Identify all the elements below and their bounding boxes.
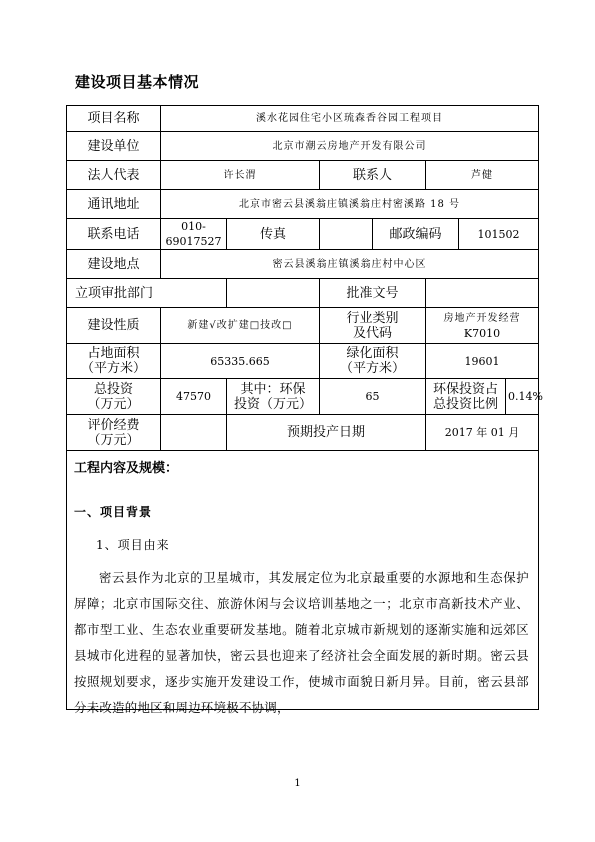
value-postcode: 101502 — [459, 219, 539, 250]
label-phone: 联系电话 — [67, 219, 161, 250]
label-address: 通讯地址 — [67, 190, 161, 219]
label-env-ratio — [426, 379, 506, 415]
label-area-line2: （平方米） — [80, 361, 146, 376]
row-area — [67, 344, 539, 379]
row-phone — [67, 219, 539, 250]
label-industry — [320, 308, 426, 344]
section-heading: 工程内容及规模： — [74, 461, 179, 476]
label-env-line2: 投资（万元） — [233, 396, 312, 412]
label-env-line1: 其中：环保 — [240, 381, 306, 397]
label-location: 建设地点 — [67, 250, 161, 279]
page-number: 1 — [294, 778, 301, 789]
value-location: 密云县溪翁庄镇溪翁庄村中心区 — [161, 250, 539, 279]
row-evaluation — [67, 415, 539, 451]
value-fax — [320, 219, 373, 250]
label-env-investment — [227, 379, 320, 415]
label-total-investment — [67, 379, 161, 415]
label-green-area — [320, 344, 426, 379]
origin-heading: 1、项目由来 — [96, 538, 170, 552]
row-content — [67, 451, 539, 710]
label-fax: 传真 — [227, 219, 320, 250]
row-approval — [67, 279, 539, 308]
value-nature: 新建√改扩建□技改□ — [161, 308, 320, 344]
label-industry-line1: 行业类别 — [346, 310, 399, 326]
label-ratio-line2: 总投资比例 — [432, 396, 498, 412]
row-construction-unit — [67, 132, 539, 161]
row-legal-rep — [67, 161, 539, 190]
label-approval-no: 批准文号 — [320, 279, 426, 308]
value-phone: 010-69017527 — [161, 219, 227, 250]
row-location — [67, 250, 539, 279]
value-approval-no — [426, 279, 539, 308]
row-investment — [67, 379, 539, 415]
value-construction-unit: 北京市潮云房地产开发有限公司 — [161, 132, 539, 161]
value-start-date: 2017 年 01 月 — [426, 415, 539, 451]
page-title: 建设项目基本情况 — [75, 73, 200, 91]
label-invest-line1: 总投资 — [93, 381, 133, 397]
value-address: 北京市密云县溪翁庄镇溪翁庄村密溪路 18 号 — [161, 190, 539, 219]
label-green-line1: 绿化面积 — [346, 346, 399, 361]
label-green-line2: （平方米） — [339, 361, 405, 376]
label-project-name: 项目名称 — [67, 106, 161, 132]
background-heading: 一、项目背景 — [74, 505, 153, 519]
label-construction-unit: 建设单位 — [67, 132, 161, 161]
label-ratio-line1: 环保投资占 — [432, 381, 498, 397]
label-eval-line2: （万元） — [87, 432, 140, 448]
label-industry-line2: 及代码 — [352, 325, 392, 341]
project-info-table — [66, 105, 543, 715]
row-project-name — [67, 106, 539, 132]
value-industry-line1: 房地产开发经营 — [443, 312, 521, 324]
label-nature: 建设性质 — [67, 308, 161, 344]
label-legal-rep: 法人代表 — [67, 161, 161, 190]
label-eval-cost — [67, 415, 161, 451]
value-industry-code: K7010 — [463, 326, 501, 340]
label-eval-line1: 评价经费 — [87, 417, 140, 433]
label-area-line1: 占地面积 — [87, 346, 140, 361]
row-nature — [67, 308, 539, 344]
label-area — [67, 344, 161, 379]
label-start-date: 预期投产日期 — [227, 415, 426, 451]
label-invest-line2: （万元） — [87, 396, 140, 412]
value-contact-person: 芦健 — [426, 161, 539, 190]
value-project-name: 溪水花园住宅小区琉森香谷园工程项目 — [161, 106, 539, 132]
value-approval-dept — [227, 279, 320, 308]
value-eval-cost — [161, 415, 227, 451]
value-area: 65335.665 — [161, 344, 320, 379]
value-env-ratio: 0.14% — [506, 379, 539, 415]
value-env-investment: 65 — [320, 379, 426, 415]
value-industry — [426, 308, 539, 344]
value-green-area: 19601 — [426, 344, 539, 379]
label-postcode: 邮政编码 — [373, 219, 459, 250]
body-paragraph: 密云县作为北京的卫星城市，其发展定位为北京最重要的水源地和生态保护屏障；北京市国际交往、旅游休闲与会议培训基地之一；北京市高新技术产业、都市型工业、生态农业重要研发基地。随着北京城市新规划的逐渐实施和远郊区县城市化进程的显著加快，密云县也迎来了经济社会全面发展的新时期。密云县按照规划要求，逐步实施开发建设工作，使城市面貌日新月异。目前，密云县部分未改造的地区和周边环境极不协调， — [74, 570, 529, 715]
project-content-section — [67, 451, 539, 715]
label-contact-person: 联系人 — [320, 161, 426, 190]
value-total-investment: 47570 — [161, 379, 227, 415]
value-legal-rep: 许长渭 — [161, 161, 320, 190]
row-address — [67, 190, 539, 219]
label-approval-dept: 立项审批部门 — [67, 279, 227, 308]
